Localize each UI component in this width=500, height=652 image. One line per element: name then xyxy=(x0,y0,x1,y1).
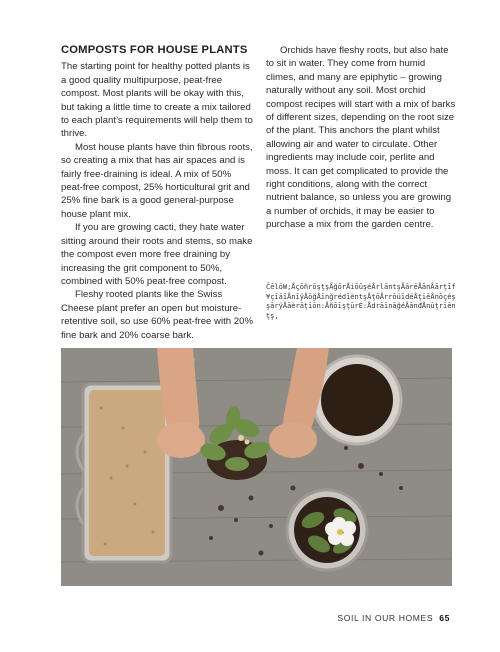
paragraph-fibrous-roots: Most house plants have thin fibrous roots, so creating a mix that has air spaces and is fairly free-draining is ideal. A mix of 50% peat-free compost, 25% horticultural grit and 25% fine bark is a good general-purpose house plant mix. xyxy=(61,141,253,220)
text-column-left xyxy=(61,44,255,342)
page-number: 65 xyxy=(439,613,450,623)
page-footer xyxy=(337,613,450,623)
paragraph-orchids: Orchids have fleshy roots, but also hate to sit in water. They come from humid climes, and many are epiphytic – growing naturally without any soil. Most orchid compost recipes will start with a mix of barks of different sizes, depending on the root size of the plant. This anchors the plant whilst allowing air and water to circulate. Other ingredients may include coir, perlite and moss. It can get complicated to provide the right conditions, along with the correct nutrient balance, so unless you are growing a number of orchids, it may be easier to purchase a mix from the garden centre. xyxy=(266,45,456,231)
paragraph-fleshy-roots: Fleshy rooted plants like the Swiss Cheese plant prefer an open but moisture-retentive soil, so use 60% peat-free with 20% fine bark and 20% coarse bark. xyxy=(61,289,253,341)
photo-caption: ČēlōW;ÅçōñrōşţşÅğōrÅiōūşéÅrlāntşÅārēÅānÅārţīf¥çīāīÅnīÿÅōğÅīnğrédīèntşÅţōÅrrōüīdéÅţīēÅnōçéşşārÿÅāèrāţīōn:ÅñōīşţūrÉ:ÅdrāīnāğéÅānđÅnūţrīēnţş, xyxy=(266,283,456,320)
paragraph-intro: The starting point for healthy potted plants is a good quality multipurpose, peat-free compost. Most plants will be okay with this, but taking a little time to create a mix tailored to each plant’s requirements will help them to thrive. xyxy=(61,61,253,140)
footer-section-title: SOIL IN OUR HOMES xyxy=(337,613,434,623)
text-column-right xyxy=(266,44,456,232)
section-heading: COMPOSTS FOR HOUSE PLANTS xyxy=(61,44,248,56)
potting-photo xyxy=(61,348,452,586)
potting-photo-illustration xyxy=(61,348,452,586)
paragraph-cacti: If you are growing cacti, they hate water sitting around their roots and stems, so make the compost even more free draining by increasing the grit component to 50%, combined with 50% peat-free compost. xyxy=(61,222,253,287)
